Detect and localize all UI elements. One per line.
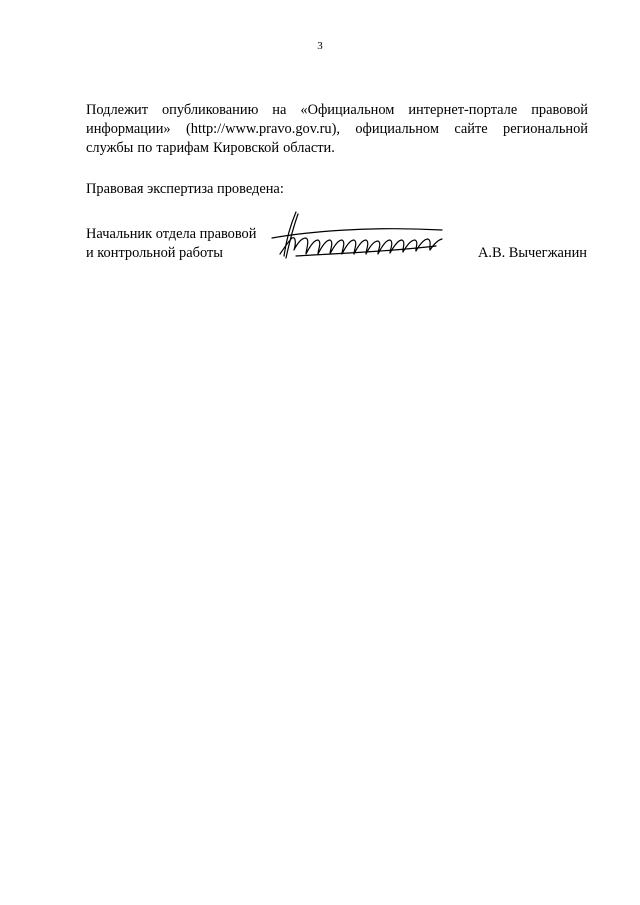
- handwritten-signature-icon: [266, 208, 448, 268]
- publication-note: Подлежит опубликованию на «Официальном интернет-портале правовой информации» (http://www.pravo.gov.ru), официальном сайте региональной службы по тарифам Кировской области.: [86, 102, 588, 156]
- signer-name: А.В. Вычегжанин: [477, 245, 587, 261]
- signer-position-line-1: Начальник отдела правовой: [86, 226, 257, 242]
- page-number: 3: [317, 40, 323, 52]
- signer-position: [86, 225, 256, 263]
- signer-position-line-2: и контрольной работы: [86, 245, 223, 261]
- legal-expertise-statement: Правовая экспертиза проведена:: [86, 181, 284, 197]
